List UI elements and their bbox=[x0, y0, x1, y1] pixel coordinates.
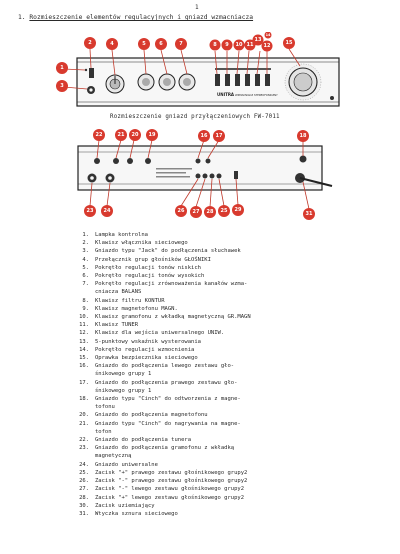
callout-19 bbox=[146, 129, 158, 141]
legend-item-text: Gniazdo do podłączenia tunera bbox=[95, 437, 192, 444]
legend-item-text: cniacza BALANS bbox=[95, 289, 142, 296]
legend-item-text: Klawisz gramofonu z wkładką magnetyczną GR.MAGN bbox=[95, 314, 251, 321]
legend-item-number: 17. bbox=[79, 379, 89, 386]
legend-item bbox=[75, 510, 395, 518]
svg-text:3: 3 bbox=[60, 83, 64, 89]
svg-text:22: 22 bbox=[95, 132, 103, 138]
callout-9 bbox=[222, 40, 233, 51]
legend-list bbox=[75, 231, 395, 518]
ground-terminal bbox=[234, 171, 238, 179]
legend-item-text: Wtyczka sznura sieciowego bbox=[95, 510, 178, 517]
legend-item bbox=[75, 469, 395, 477]
legend-item-text: Zacisk "+" lewego zestawu głośnikowego grupy2 bbox=[95, 494, 245, 501]
legend-item-number: 4. bbox=[82, 256, 89, 263]
legend-item bbox=[75, 452, 395, 460]
svg-text:21: 21 bbox=[117, 132, 125, 138]
legend-item-text: Gniazdo typu "Cinch" do nagrywania na magne- bbox=[95, 420, 241, 427]
svg-text:25: 25 bbox=[220, 208, 228, 214]
callout-8 bbox=[210, 40, 221, 51]
page-number: 1 bbox=[195, 4, 199, 11]
legend-item-text: Lampka kontrolna bbox=[95, 232, 148, 238]
callout-3 bbox=[56, 80, 68, 92]
legend-item bbox=[75, 305, 395, 313]
callout-5 bbox=[138, 38, 150, 50]
legend-item-number: 22. bbox=[79, 437, 89, 444]
legend-item bbox=[75, 370, 395, 378]
section-title: Rozmieszczenie elementów regulacyjnych i gniazd wzmacniacza bbox=[29, 14, 254, 21]
legend-item-number: 9. bbox=[82, 305, 89, 312]
legend-item bbox=[75, 288, 395, 296]
legend-item-number: 11. bbox=[79, 322, 89, 329]
mains-fuse bbox=[300, 156, 307, 163]
rear-panel-title: Rozmieszczenie gniazd przyłączeniowych FW-7011 bbox=[110, 114, 280, 120]
legend-item bbox=[75, 297, 395, 305]
legend-item-number: 28. bbox=[79, 494, 89, 501]
legend-item bbox=[75, 338, 395, 346]
legend-item bbox=[75, 239, 395, 247]
svg-text:11: 11 bbox=[246, 42, 254, 48]
legend-item-number: 12. bbox=[79, 330, 89, 337]
level-meter bbox=[215, 68, 271, 70]
svg-text:13: 13 bbox=[254, 37, 262, 43]
section-heading bbox=[18, 14, 253, 21]
svg-text:2: 2 bbox=[88, 40, 92, 46]
legend-item-text: śnikowego grupy 1 bbox=[95, 387, 152, 394]
legend-item-text: 5-punktowy wskaźnik wysterowania bbox=[95, 338, 201, 345]
callout-10 bbox=[234, 40, 245, 51]
callout-7 bbox=[175, 38, 187, 50]
svg-text:23: 23 bbox=[86, 208, 94, 214]
legend-item-text: Gniazdo do podłączenia gramofonu z wkładką bbox=[95, 445, 235, 452]
legend-item-text: Klawisz włącznika sieciowego bbox=[95, 240, 188, 247]
legend-item-number bbox=[75, 452, 89, 460]
callout-20 bbox=[129, 129, 141, 141]
legend-item-number: 25. bbox=[79, 469, 89, 476]
volume-knob bbox=[285, 64, 321, 100]
svg-text:15: 15 bbox=[285, 40, 293, 46]
section-number: 1. bbox=[18, 14, 26, 21]
legend-item bbox=[75, 256, 395, 264]
rear-panel-diagram bbox=[70, 126, 370, 222]
svg-text:24: 24 bbox=[103, 208, 111, 214]
callout-2 bbox=[84, 37, 96, 49]
legend-item-text: Oprawka bezpiecznika sieciowego bbox=[95, 355, 198, 362]
legend-item-number: 7. bbox=[82, 281, 89, 288]
legend-item bbox=[75, 502, 395, 510]
svg-text:27: 27 bbox=[192, 209, 200, 215]
legend-item-number: 18. bbox=[79, 396, 89, 403]
legend-item-text: Gniazdo do podłączenia lewego zestawu gło- bbox=[95, 363, 235, 370]
legend-item-text: Klawisz filtru KONTUR bbox=[95, 297, 165, 304]
svg-text:28: 28 bbox=[206, 209, 214, 215]
callout-28 bbox=[204, 206, 216, 218]
legend-item bbox=[75, 362, 395, 370]
callout-27 bbox=[190, 206, 202, 218]
callout-4 bbox=[106, 38, 118, 50]
legend-item-number: 31. bbox=[79, 510, 89, 517]
svg-text:20: 20 bbox=[131, 132, 139, 138]
legend-item-number: 26. bbox=[79, 478, 89, 485]
legend-item bbox=[75, 329, 395, 337]
legend-item-text: Przełącznik grup głośników GŁOŚNIKI bbox=[95, 256, 211, 263]
legend-item-text: Klawisz dla wejścia uniwersalnego UNIW. bbox=[95, 330, 225, 337]
legend-item-text: Pokrętło regulacji zrównoważenia kanałów wzma- bbox=[95, 281, 248, 288]
legend-item-number: 10. bbox=[79, 314, 89, 321]
legend-item-text: Gniazdo uniwersalne bbox=[95, 461, 158, 468]
speaker-selector-knob bbox=[106, 75, 124, 93]
legend-item bbox=[75, 477, 395, 485]
svg-text:6: 6 bbox=[159, 41, 163, 47]
legend-item-number: 3. bbox=[82, 248, 89, 255]
legend-item-text: tofon bbox=[95, 428, 112, 435]
legend-item-number bbox=[75, 370, 89, 378]
callout-26 bbox=[175, 205, 187, 217]
legend-item-text: Pokrętło regulacji tonów wysokich bbox=[95, 273, 205, 280]
legend-item-number: 24. bbox=[79, 461, 89, 468]
legend-item-text: śnikowego grupy 1 bbox=[95, 371, 152, 378]
callout-23 bbox=[84, 205, 96, 217]
legend-item-text: Zacisk "-" prawego zestawu głośnikowego grupy2 bbox=[95, 478, 248, 485]
legend-item bbox=[75, 272, 395, 280]
svg-text:29: 29 bbox=[234, 207, 242, 213]
bass-knob bbox=[138, 74, 154, 90]
legend-item-number: 16. bbox=[79, 363, 89, 370]
svg-text:5: 5 bbox=[142, 41, 146, 47]
svg-text:14: 14 bbox=[265, 33, 271, 37]
legend-item-text: magnetyczną bbox=[95, 453, 132, 460]
legend-item bbox=[75, 444, 395, 452]
legend-item bbox=[75, 395, 395, 403]
legend-item-number bbox=[75, 288, 89, 296]
legend-item-number: 5. bbox=[82, 264, 89, 271]
treble-knob bbox=[159, 74, 175, 90]
callout-16 bbox=[198, 130, 210, 142]
svg-text:19: 19 bbox=[148, 132, 156, 138]
legend-item-number: 14. bbox=[79, 346, 89, 353]
front-brand: UNITRA bbox=[217, 92, 234, 97]
legend-item bbox=[75, 321, 395, 329]
legend-item-number: 20. bbox=[79, 412, 89, 419]
callout-22 bbox=[93, 129, 105, 141]
front-panel-diagram bbox=[55, 32, 355, 112]
legend-item bbox=[75, 411, 395, 419]
balance-knob bbox=[179, 74, 195, 90]
front-model-label: WZMACNIACZ STEREOFONICZNY bbox=[235, 94, 278, 97]
legend-item bbox=[75, 420, 395, 428]
legend-item bbox=[75, 354, 395, 362]
legend-item-text: Pokrętło regulacji tonów niskich bbox=[95, 264, 201, 271]
legend-item bbox=[75, 461, 395, 469]
callout-14 bbox=[265, 32, 272, 39]
legend-item-text: Gniazdo do podłączenia prawego zestawu gło- bbox=[95, 379, 238, 386]
callout-15 bbox=[283, 37, 295, 49]
legend-item bbox=[75, 346, 395, 354]
callout-29 bbox=[232, 204, 244, 216]
callout-24 bbox=[101, 205, 113, 217]
legend-item bbox=[75, 280, 395, 288]
svg-text:17: 17 bbox=[215, 133, 223, 139]
fuse-holder bbox=[330, 96, 334, 100]
legend-item-number: 21. bbox=[79, 420, 89, 427]
legend-item-text: Zacisk uziemiający bbox=[95, 502, 155, 509]
legend-item-number: 15. bbox=[79, 355, 89, 362]
legend-item-number bbox=[75, 428, 89, 436]
callout-17 bbox=[213, 130, 225, 142]
legend-item-number bbox=[75, 403, 89, 411]
svg-text:1: 1 bbox=[60, 65, 64, 71]
legend-item-text: Gniazdo do podłączenia magnetofonu bbox=[95, 412, 208, 419]
svg-text:4: 4 bbox=[110, 41, 114, 47]
svg-text:9: 9 bbox=[225, 42, 229, 48]
legend-item bbox=[75, 231, 395, 239]
legend-item bbox=[75, 264, 395, 272]
power-switch bbox=[89, 68, 94, 78]
svg-text:7: 7 bbox=[179, 41, 183, 47]
legend-item bbox=[75, 428, 395, 436]
callout-21 bbox=[115, 129, 127, 141]
svg-text:12: 12 bbox=[263, 43, 271, 49]
legend-item-text: Pokrętło regulacji wzmocnienia bbox=[95, 346, 195, 353]
callout-1 bbox=[56, 62, 68, 74]
legend-item-number bbox=[75, 387, 89, 395]
svg-text:8: 8 bbox=[213, 42, 217, 48]
legend-item-number: 8. bbox=[82, 297, 89, 304]
legend-item bbox=[75, 313, 395, 321]
svg-text:16: 16 bbox=[200, 133, 208, 139]
legend-item-number: 13. bbox=[79, 338, 89, 345]
svg-text:18: 18 bbox=[299, 133, 307, 139]
legend-item-number: 30. bbox=[79, 502, 89, 509]
legend-item-number: 2. bbox=[82, 240, 89, 247]
power-led bbox=[85, 69, 87, 71]
legend-item bbox=[75, 436, 395, 444]
legend-item bbox=[75, 379, 395, 387]
legend-item-text: Zacisk "-" lewego zestawu głośnikowego grupy2 bbox=[95, 486, 245, 493]
callout-13 bbox=[253, 35, 264, 46]
svg-text:31: 31 bbox=[305, 211, 313, 217]
svg-text:26: 26 bbox=[177, 208, 185, 214]
svg-text:10: 10 bbox=[235, 42, 243, 48]
callout-31 bbox=[303, 208, 315, 220]
legend-item-number: 1. bbox=[82, 232, 89, 238]
legend-item bbox=[75, 485, 395, 493]
callout-6 bbox=[155, 38, 167, 50]
callout-25 bbox=[218, 205, 230, 217]
legend-item bbox=[75, 494, 395, 502]
legend-item-number: 27. bbox=[79, 486, 89, 493]
callout-18 bbox=[297, 130, 309, 142]
callout-12 bbox=[262, 41, 273, 52]
legend-item-text: Klawisz magnetofonu MAGN. bbox=[95, 305, 178, 312]
legend-item-number: 6. bbox=[82, 273, 89, 280]
legend-item bbox=[75, 247, 395, 255]
legend-item-text: tofonu bbox=[95, 404, 115, 411]
legend-item-text: Zacisk "+" prawego zestawu głośnikowego grupy2 bbox=[95, 469, 248, 476]
legend-item-text: Gniazdo typu "Jack" do podłączenia słuchawek bbox=[95, 248, 241, 255]
legend-item-number: 23. bbox=[79, 445, 89, 452]
legend-item-text: Gniazdo typu "Cinch" do odtworzenia z magne- bbox=[95, 396, 241, 403]
legend-item-text: Klawisz TUNER bbox=[95, 322, 139, 329]
legend-item bbox=[75, 387, 395, 395]
legend-item bbox=[75, 403, 395, 411]
